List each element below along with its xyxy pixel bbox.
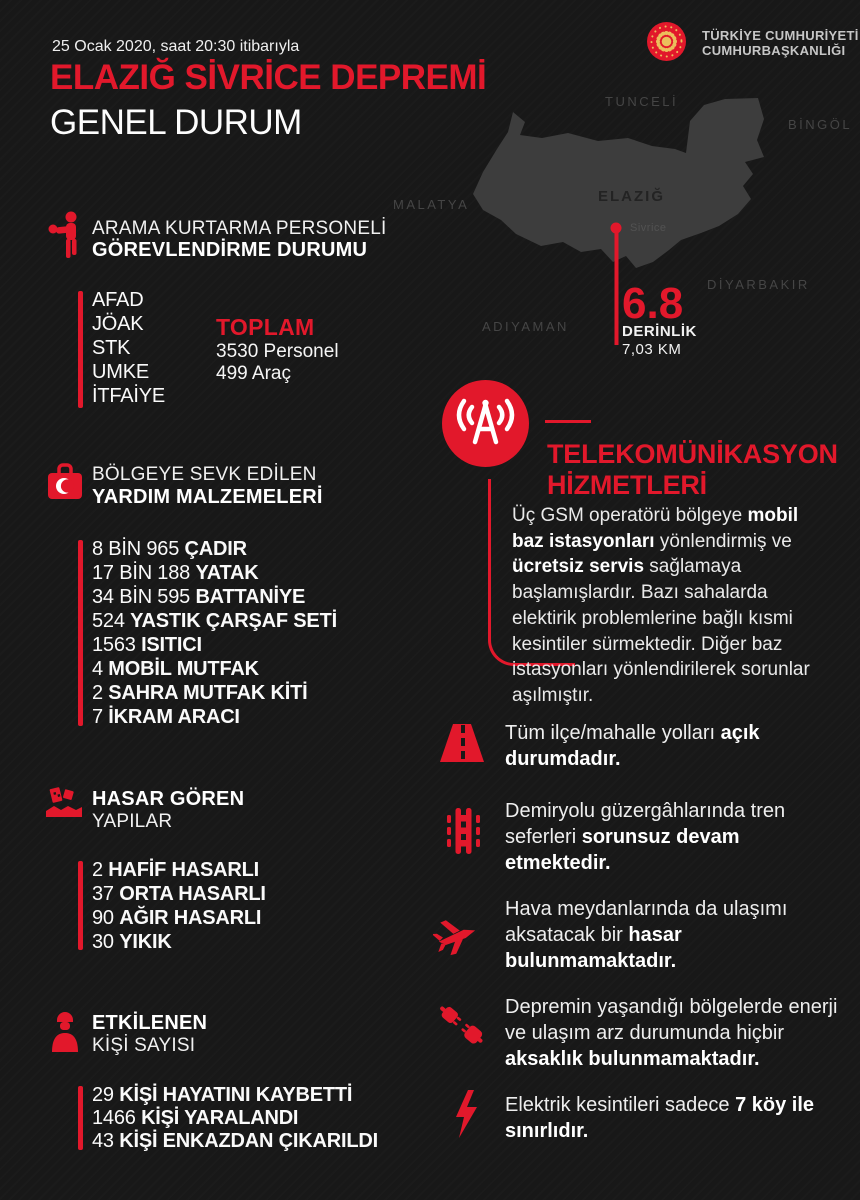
list-item: AFAD: [92, 289, 144, 311]
list-item: 37 ORTA HASARLI: [92, 883, 266, 905]
depth-value: 7,03 KM: [622, 341, 682, 358]
list-accent-bar: [78, 291, 83, 408]
depth-label: DERİNLİK: [622, 323, 697, 340]
telecom-title-line1: TELEKOMÜNİKASYON: [547, 439, 838, 469]
road-icon: [440, 724, 484, 762]
personnel-header-line1: ARAMA KURTARMA PERSONELİ: [92, 218, 387, 239]
personnel-header-line2: GÖREVLENDİRME DURUMU: [92, 239, 368, 261]
list-item: 90 AĞIR HASARLI: [92, 907, 262, 929]
affected-header-line1: ETKİLENEN: [92, 1012, 208, 1034]
list-item: JÖAK: [92, 313, 144, 335]
damage-list: [92, 858, 266, 954]
supplies-header-line1: BÖLGEYE SEVK EDİLEN: [92, 464, 317, 485]
total-personnel: 3530 Personel: [216, 341, 339, 362]
page-title: ELAZIĞ SİVRİCE DEPREMİ: [50, 58, 487, 97]
worker-person-icon: [50, 1008, 80, 1054]
list-item: 34 BİN 595 BATTANİYE: [92, 586, 306, 608]
telecom-title-line2: HİZMETLERİ: [547, 470, 707, 500]
page-subtitle: GENEL DURUM: [50, 103, 302, 142]
list-accent-bar: [78, 1086, 83, 1150]
elazig-map: [370, 85, 860, 375]
presidency-line2: CUMHURBAŞKANLIĞI: [702, 43, 846, 58]
antenna-icon: [442, 380, 529, 467]
epicenter-pointer-line: [615, 231, 619, 345]
list-item: 17 BİN 188 YATAK: [92, 562, 259, 584]
map-neighbor-label: MALATYA: [393, 197, 470, 212]
first-aid-kit-icon: [46, 461, 84, 503]
list-item: 1563 ISITICI: [92, 634, 202, 656]
railway-icon: [447, 808, 480, 854]
telecom-dash: [545, 420, 591, 423]
damage-header-line1: HASAR GÖREN: [92, 788, 245, 810]
map-neighbor-label: TUNCELİ: [605, 94, 679, 109]
list-item: 29 KİŞİ HAYATINI KAYBETTİ: [92, 1084, 353, 1106]
affected-header-line2: KİŞİ SAYISI: [92, 1035, 196, 1056]
list-item: 8 BİN 965 ÇADIR: [92, 538, 247, 560]
list-item: 30 YIKIK: [92, 931, 172, 953]
presidency-emblem-icon: [647, 22, 686, 61]
epicenter-label: Sivrice: [630, 222, 667, 234]
affected-list: [92, 1084, 378, 1153]
list-item: 7 İKRAM ARACI: [92, 706, 240, 728]
list-accent-bar: [78, 861, 83, 950]
lightning-icon: [452, 1090, 478, 1138]
rescue-person-icon: [48, 210, 84, 260]
supplies-header-line2: YARDIM MALZEMELERİ: [92, 486, 323, 508]
epicenter-dot: [611, 223, 622, 234]
elazig-map-shape: [370, 85, 860, 375]
map-neighbor-label: BİNGÖL: [788, 117, 853, 132]
status-item-text: Depremin yaşandığı bölgelerde enerji ve ulaşım arz durumunda hiçbir aksaklık bulunmamaktadır.: [505, 996, 838, 1070]
list-item: UMKE: [92, 361, 149, 383]
list-item: 2 HAFİF HASARLI: [92, 859, 260, 881]
airplane-icon: [433, 912, 481, 960]
power-plug-icon: [438, 1002, 484, 1048]
status-item-text: Elektrik kesintileri sadece 7 köy ile sınırlıdır.: [505, 1094, 815, 1142]
list-accent-bar: [78, 540, 83, 726]
status-item-text: Tüm ilçe/mahalle yolları açık durumdadır.: [505, 722, 760, 770]
list-item: STK: [92, 337, 131, 359]
list-item: 524 YASTIK ÇARŞAF SETİ: [92, 610, 337, 632]
list-item: 2 SAHRA MUTFAK KİTİ: [92, 682, 308, 704]
status-item-text: Demiryolu güzergâhlarında tren seferleri sorunsuz devam etmektedir.: [505, 800, 786, 874]
telecom-paragraph: Üç GSM operatörü bölgeye mobil baz istasyonları yönlendirmiş ve ücretsiz servis sağlamaya başlamışlardır. Bazı sahalarda elektirik problemlerine bağlı kısmi kesintiler sürmektedir. Diğer baz istasyonları yönlendirilerek sorunlar aşılmıştır.: [512, 505, 810, 706]
supplies-list: [92, 537, 337, 729]
magnitude-value: 6.8: [622, 279, 684, 328]
damaged-building-icon: [46, 786, 82, 820]
total-label: TOPLAM: [216, 314, 315, 340]
personnel-list: [92, 288, 165, 408]
province-label: ELAZIĞ: [598, 188, 665, 205]
date-line: 25 Ocak 2020, saat 20:30 itibarıyla: [52, 38, 300, 55]
total-vehicles: 499 Araç: [216, 363, 291, 384]
list-item: 1466 KİŞİ YARALANDI: [92, 1107, 299, 1129]
damage-header-line2: YAPILAR: [92, 811, 173, 832]
status-item-text: Hava meydanlarında da ulaşımı aksatacak bir hasar bulunmamaktadır.: [505, 898, 788, 972]
list-item: 43 KİŞİ ENKAZDAN ÇIKARILDI: [92, 1130, 378, 1152]
map-neighbor-label: DİYARBAKIR: [707, 277, 810, 292]
map-neighbor-label: ADIYAMAN: [482, 319, 569, 334]
presidency-title: [702, 28, 859, 58]
presidency-line1: TÜRKİYE CUMHURİYETİ: [702, 28, 859, 43]
list-item: İTFAİYE: [92, 385, 166, 407]
list-item: 4 MOBİL MUTFAK: [92, 658, 259, 680]
